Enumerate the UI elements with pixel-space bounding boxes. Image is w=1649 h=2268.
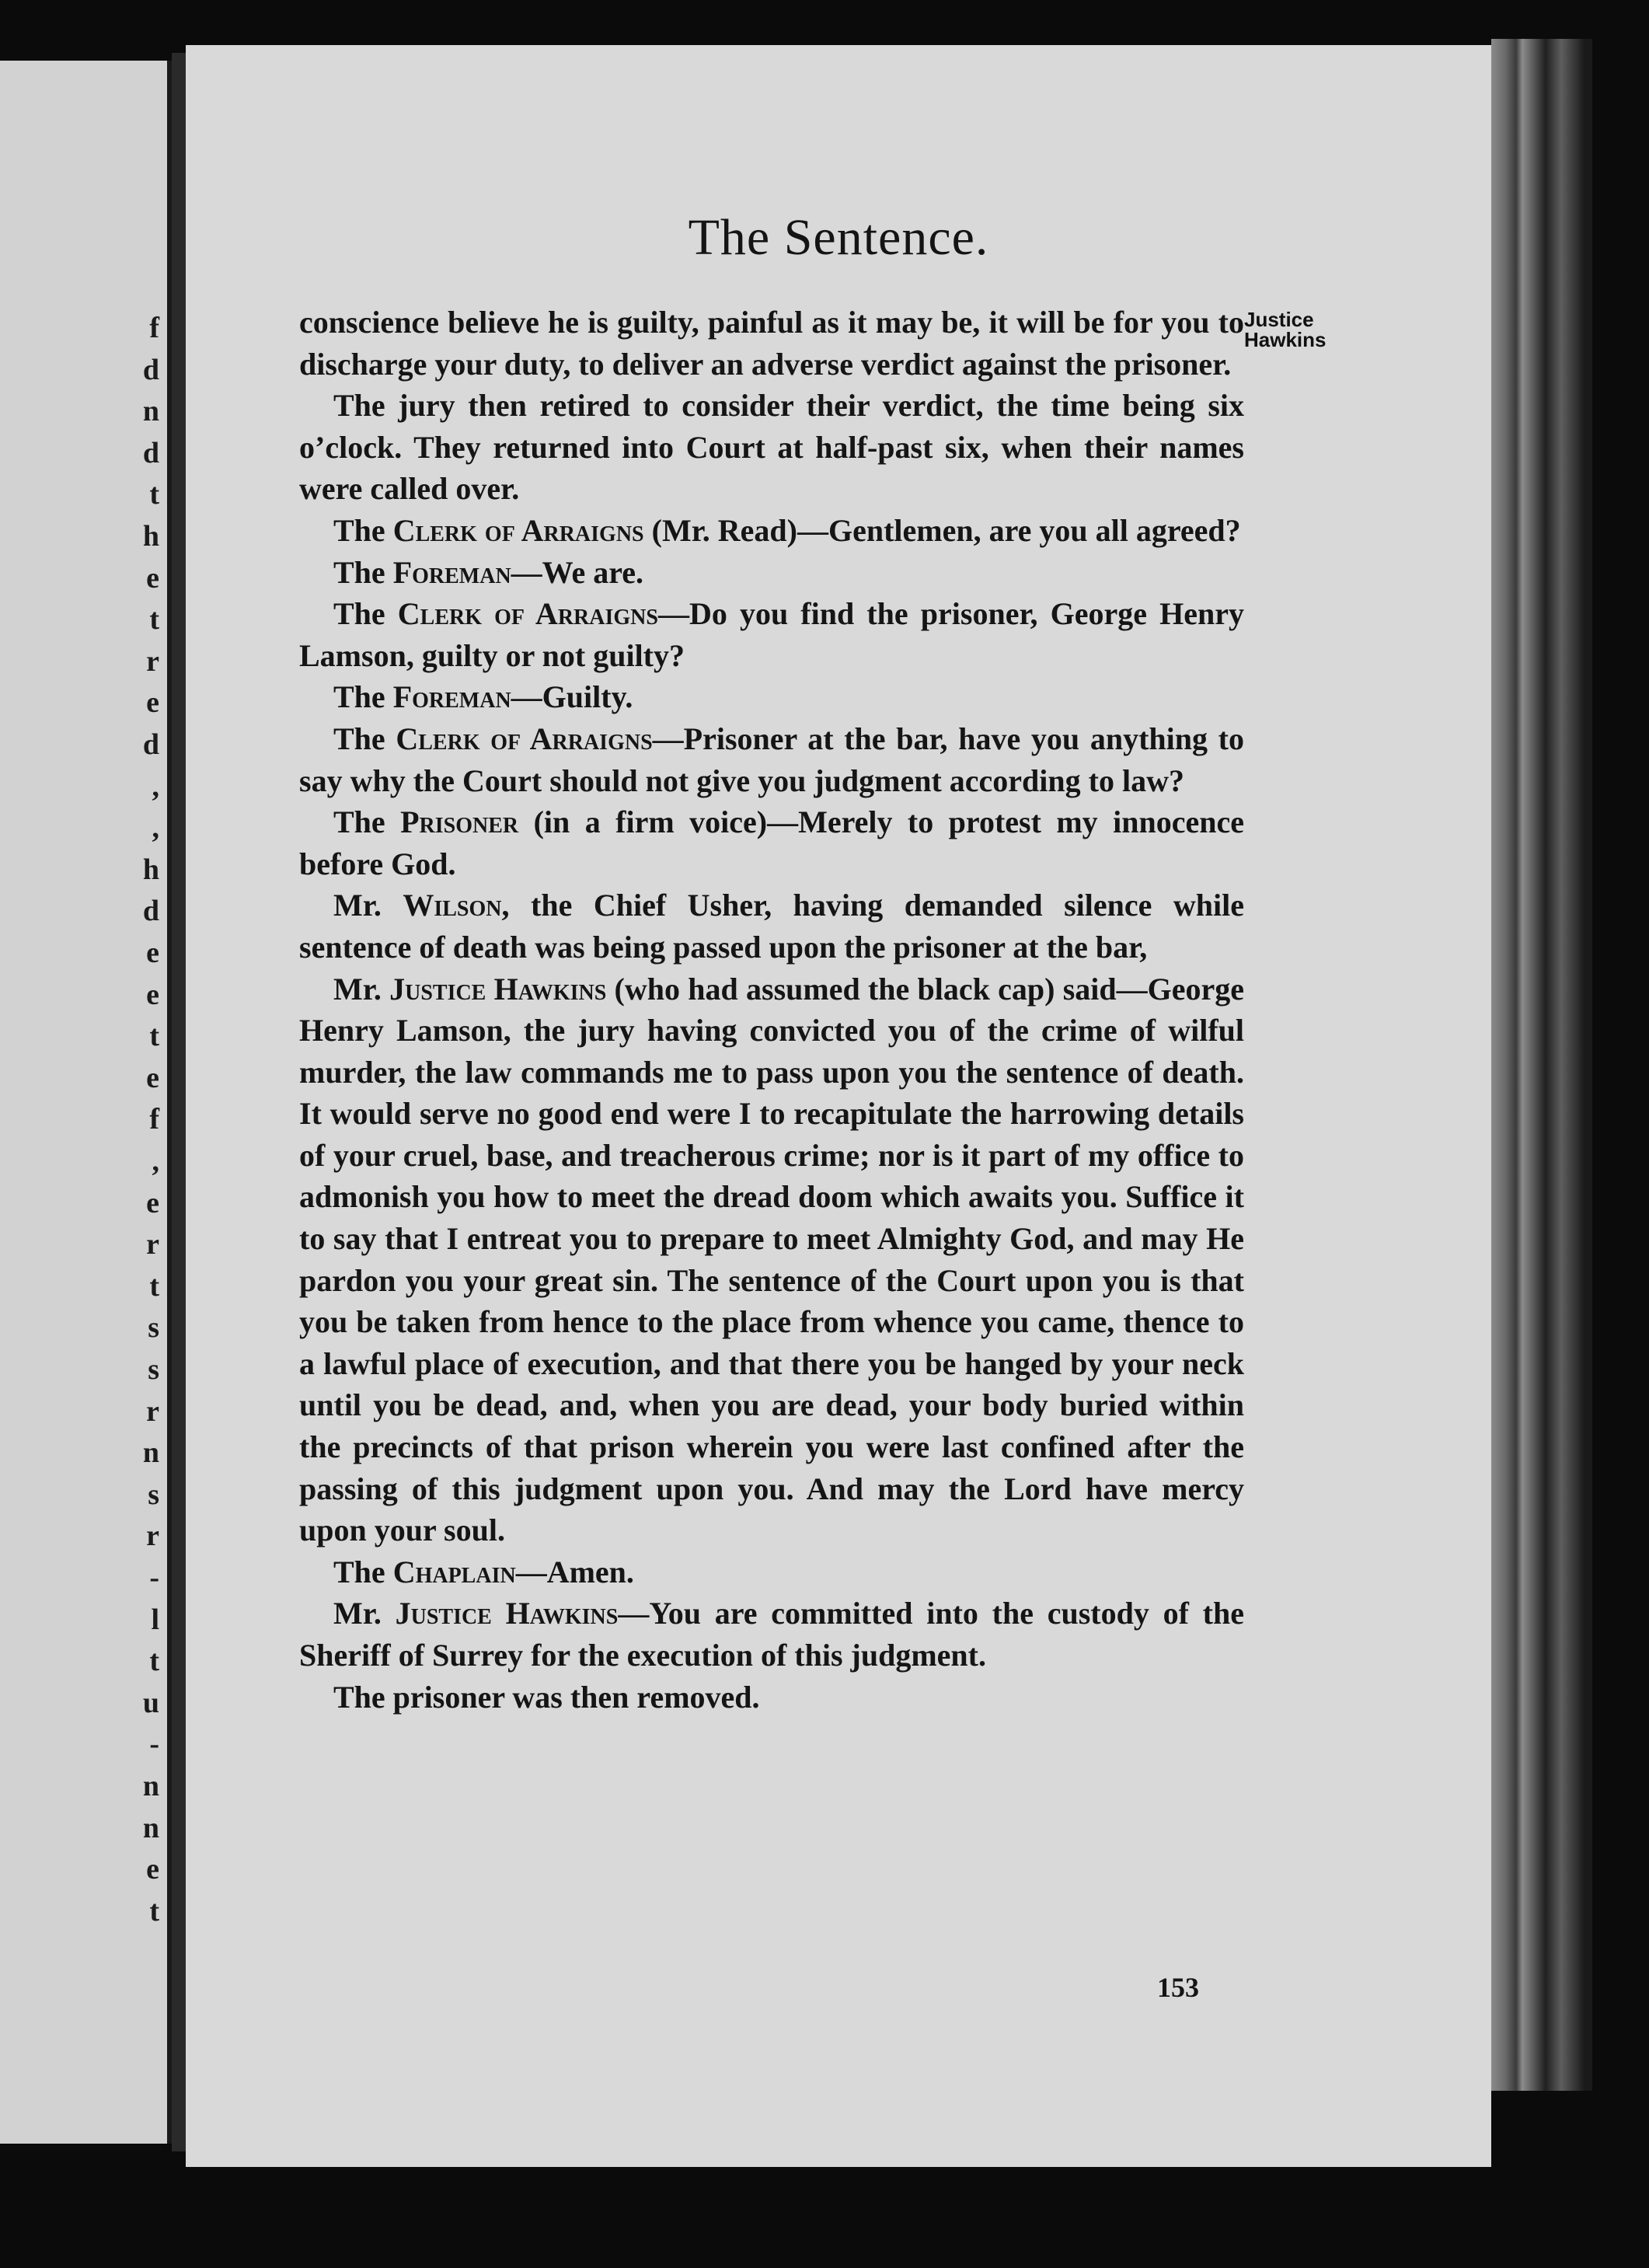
left-page-fragment: n (142, 1811, 159, 1844)
left-page-fragment: r (146, 1394, 159, 1428)
paragraph (299, 676, 1244, 718)
speaker-name: Clerk of Arraigns (396, 721, 653, 756)
left-page-fragment: - (149, 1561, 159, 1594)
left-page-fragment: d (142, 728, 159, 761)
left-page-fragment: e (146, 1853, 159, 1886)
speaker-prefix: Mr. (333, 971, 390, 1007)
left-page-fragment: s (148, 1353, 159, 1386)
left-page-fragment: d (142, 353, 159, 386)
paragraph (299, 801, 1244, 885)
speaker-prefix: The (333, 1554, 393, 1589)
left-page-fragment: u (142, 1686, 159, 1719)
page-body (299, 302, 1244, 1718)
speech-text: —Prisoner at the bar, have you anything to say why the Court should not give you judgment according to law? (299, 721, 1244, 798)
left-page-fragment: t (149, 1894, 159, 1928)
speaker-name: Foreman (392, 554, 511, 590)
left-page-fragment: l (151, 1603, 159, 1636)
speaker-prefix: Mr. (333, 1596, 396, 1631)
left-page-fragment: , (152, 811, 159, 845)
left-page-fragment: e (146, 561, 159, 595)
left-page-fragment: - (149, 1728, 159, 1761)
speaker-name: Foreman (392, 679, 511, 715)
margin-sidenote: Justice Hawkins (1244, 308, 1327, 351)
speaker-prefix: The (333, 512, 393, 548)
paragraph (299, 718, 1244, 801)
left-page-fragment: t (149, 603, 159, 637)
left-page-fragment: t (149, 1645, 159, 1678)
speaker-name: Prisoner (400, 804, 519, 840)
left-page-fragment: r (146, 1228, 159, 1261)
paragraph (299, 1551, 1244, 1593)
left-page-fragment: d (142, 895, 159, 928)
left-page-fragment: f (149, 312, 159, 344)
left-page-fragment: t (149, 1020, 159, 1053)
speaker-prefix: The (333, 596, 398, 632)
paragraph (299, 552, 1244, 594)
speech-text: —Guilty. (511, 679, 633, 715)
paragraph (299, 968, 1244, 1551)
speech-text: —Amen. (515, 1554, 634, 1589)
left-page-fragment: n (142, 1436, 159, 1470)
left-page-fragment: e (146, 1186, 159, 1219)
page-title: The Sentence. (688, 209, 989, 266)
speaker-prefix: The (333, 721, 396, 756)
book-gutter (172, 53, 186, 2151)
left-page-fragment: , (152, 1145, 159, 1178)
speaker-name: Justice Hawkins (395, 1596, 619, 1631)
left-page-fragment: , (152, 769, 159, 803)
speech-text: —Do you find the prisoner, George Henry Lamson, guilty or not guilty? (299, 596, 1244, 673)
page-number: 153 (1157, 1972, 1199, 2003)
left-page-fragment: r (146, 644, 159, 678)
paragraph: The prisoner was then removed. (333, 1679, 760, 1715)
paragraph (299, 1593, 1244, 1676)
left-page-fragment: h (142, 520, 159, 553)
speaker-prefix: The (333, 679, 393, 715)
left-page-fragment: n (142, 395, 159, 428)
paragraph: conscience believe he is guilty, painful as it may be, it will be for you to discharge your duty, to deliver an adverse verdict against the prisoner. (299, 305, 1244, 382)
left-page-fragment: t (149, 1269, 159, 1303)
speaker-prefix: The (333, 804, 401, 840)
paragraph: The jury then retired to consider their verdict, the time being six o’clock. They returned into Court at half-past six, when their names were called over. (299, 388, 1244, 507)
speaker-name: Clerk of Arraigns (397, 596, 658, 632)
speaker-name: Clerk of Arraigns (392, 512, 644, 548)
left-page-edge (0, 61, 172, 2144)
paragraph (299, 885, 1244, 968)
left-page-fragment: f (149, 1103, 159, 1136)
speaker-prefix: Mr. (333, 888, 403, 923)
speech-text: (in a firm voice)—Merely to protest my innocence before God. (299, 804, 1244, 881)
left-page-fragment: e (146, 1061, 159, 1094)
speaker-name: Wilson (403, 888, 502, 923)
book-page-edges (1491, 39, 1592, 2091)
speech-text: (who had assumed the black cap) said—George Henry Lamson, the jury having convicted you of the crime of wilful murder, the law commands me to pass upon you the sentence of death. It would serve no good end were I to recapitulate the harrowing details of your cruel, base, and treacherous crime; nor is it part of my office to admonish you how to meet the dread doom which awaits you. Suffice it to say that I entreat you to prepare to meet Almighty God, and may He pardon you your great sin. The sentence of the Court upon you is that you be taken from hence to the place from whence you came, thence to a lawful place of execution, and that there you be hanged by your neck until you be dead, and, when you are dead, your body buried within the precincts of that prison wherein you were last confined after the passing of this judgment upon you. And may the Lord have mercy upon your soul. (299, 971, 1244, 1548)
paragraph (299, 510, 1244, 552)
speech-text: —You are committed into the custody of the Sheriff of Surrey for the execution of this judgment. (299, 1596, 1244, 1673)
left-page-fragment: t (149, 478, 159, 511)
speaker-name: Justice Hawkins (389, 971, 607, 1007)
book-page (186, 45, 1491, 2167)
speech-text: , the Chief Usher, having demanded silence while sentence of death was being passed upon the prisoner at the bar, (299, 888, 1244, 965)
left-page-fragment: r (146, 1520, 159, 1553)
left-page-fragment: e (146, 937, 159, 969)
speaker-prefix: The (333, 554, 393, 590)
speech-text: (Mr. Read)—Gentlemen, are you all agreed? (643, 512, 1241, 548)
left-page-fragment: d (142, 436, 159, 469)
paragraph (299, 593, 1244, 676)
left-page-fragment: s (148, 1311, 159, 1345)
speaker-name: Chaplain (392, 1554, 516, 1589)
left-page-fragment: e (146, 978, 159, 1011)
left-page-fragment: h (142, 853, 159, 886)
left-page-fragment: n (142, 1770, 159, 1802)
left-page-fragment: s (148, 1478, 159, 1511)
speech-text: —We are. (511, 554, 644, 590)
left-page-fragment: e (146, 686, 159, 720)
